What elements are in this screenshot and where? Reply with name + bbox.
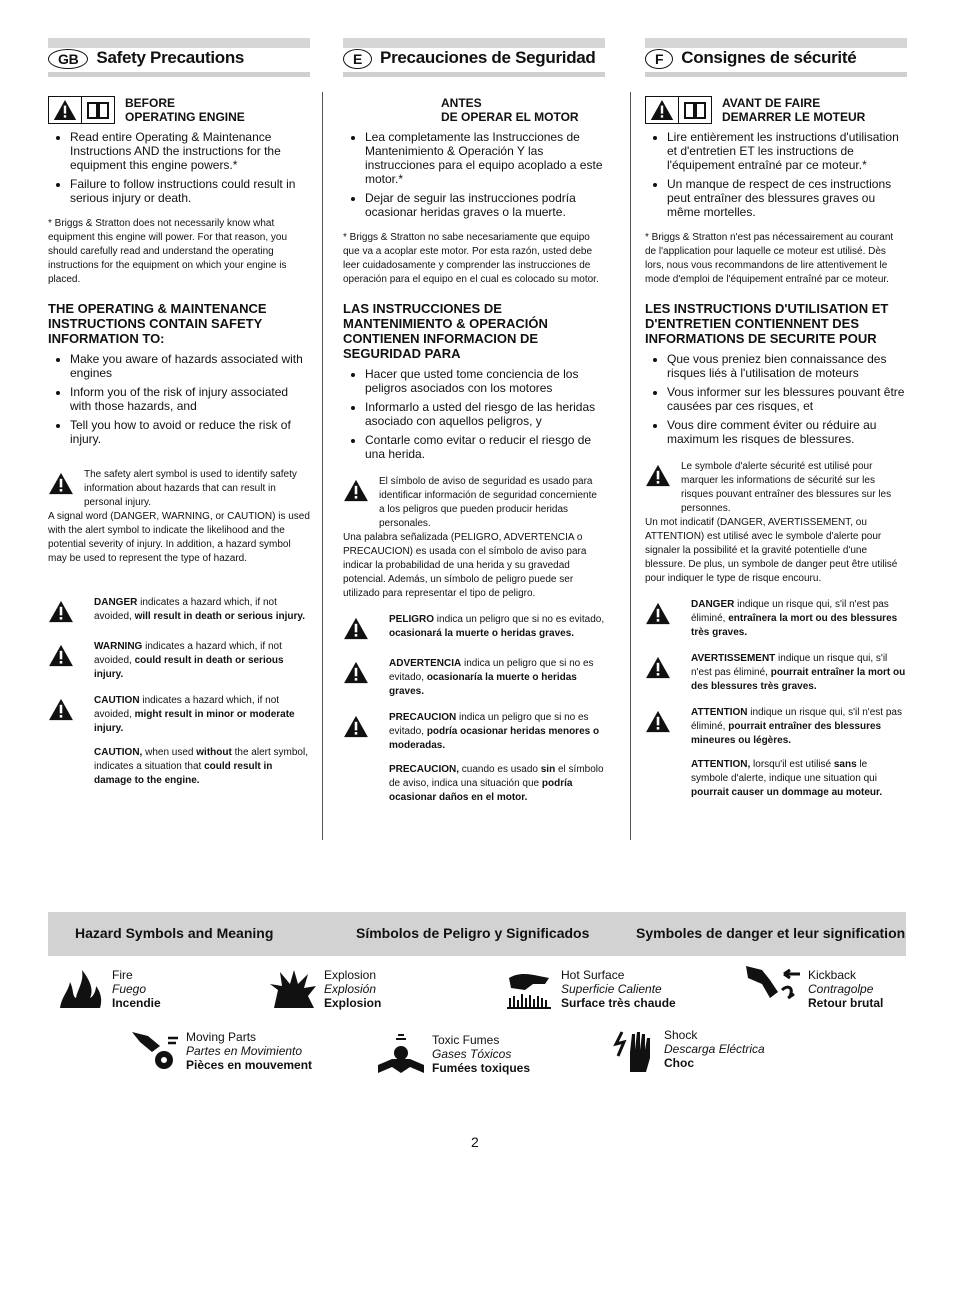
alert-triangle-icon bbox=[48, 694, 94, 736]
column-divider bbox=[322, 92, 323, 840]
alert-triangle-icon bbox=[645, 706, 691, 748]
list-item: • Lea completamente las Instrucciones de Mantenimiento & Operación Y las instrucciones para el equipo acoplado a este motor.* bbox=[365, 130, 605, 186]
danger-level: PELIGRO indica un peligro que si no es evitado, ocasionará la muerte o heridas graves. bbox=[343, 613, 605, 645]
alert-symbol-explanation: The safety alert symbol is used to identify safety information about hazards that can result in personal injury. bbox=[48, 468, 310, 510]
before-operating-block bbox=[441, 96, 605, 124]
alert-triangle-icon bbox=[343, 613, 389, 645]
hazard-fire: Fire Fuego Incendie bbox=[56, 968, 161, 1010]
language-badge: F bbox=[645, 49, 673, 69]
warning-manual-icon-box bbox=[645, 96, 712, 124]
list-item: • Make you aware of hazards associated with engines bbox=[70, 352, 310, 380]
bullet-list bbox=[48, 130, 310, 205]
subheading: AVANT DE FAIRE DEMARRER LE MOTEUR bbox=[722, 96, 866, 124]
alert-triangle-icon bbox=[343, 657, 389, 699]
alert-triangle-icon bbox=[48, 468, 84, 510]
caution-level: PRECAUCION indica un peligro que si no es evitado, podría ocasionar heridas menores o moderadas. bbox=[343, 711, 605, 753]
hazard-hot-surface: Hot Surface Superficie Caliente Surface très chaude bbox=[505, 968, 676, 1010]
toxic-fumes-icon bbox=[376, 1033, 426, 1075]
list-item: • Failure to follow instructions could result in serious injury or death. bbox=[70, 177, 310, 205]
hazard-kickback: Kickback Contragolpe Retour brutal bbox=[744, 962, 883, 1010]
manual-book-icon bbox=[81, 97, 114, 123]
alert-triangle-icon bbox=[48, 640, 94, 682]
hot-surface-icon bbox=[505, 968, 555, 1010]
section-header bbox=[48, 38, 310, 78]
manual-book-icon bbox=[678, 97, 711, 123]
before-operating-block bbox=[48, 96, 310, 124]
section-title: GB Safety Precautions bbox=[48, 48, 244, 69]
before-operating-block bbox=[645, 96, 907, 124]
bullet-list bbox=[48, 352, 310, 446]
caution-without-symbol: CAUTION, when used without the alert symbol, indicates a situation that could result in damage to the engine. bbox=[94, 747, 308, 786]
alert-triangle-icon bbox=[48, 596, 94, 628]
section-header bbox=[645, 38, 907, 78]
hazard-toxic-fumes: Toxic Fumes Gases Tóxicos Fumées toxiques bbox=[376, 1033, 530, 1075]
footnote: * Briggs & Stratton n'est pas nécessairement au courant de l'application pour laquelle ce moteur est utilisé. Dès lors, nous vous recommandons de lire attentivement le mode d'emploi de l'équipement entraîné par ce moteur. bbox=[645, 232, 894, 285]
spanish-column bbox=[343, 38, 605, 805]
caution-without-symbol: ATTENTION, lorsqu'il est utilisé sans le symbole d'alerte, indique une situation qui pourrait causer un dommage au moteur. bbox=[691, 759, 883, 798]
moving-parts-icon bbox=[130, 1030, 180, 1072]
list-item: • Contarle como evitar o reducir el riesgo de una herida. bbox=[365, 433, 605, 461]
signal-word-paragraph: A signal word (DANGER, WARNING, or CAUTION) is used with the alert symbol to indicate the likelihood and the potential severity of injury. In addition, a hazard symbol may be used to represent the type of hazard. bbox=[48, 511, 310, 564]
alert-triangle-icon bbox=[343, 711, 389, 753]
list-item: • Informarlo a usted del riesgo de las heridas asociado con aquellos peligros, y bbox=[365, 400, 605, 428]
list-item: • Inform you of the risk of injury associated with those hazards, and bbox=[70, 385, 310, 413]
alert-triangle-icon bbox=[645, 460, 681, 516]
bullet-list bbox=[343, 130, 605, 219]
list-item: • Read entire Operating & Maintenance Instructions AND the instructions for the equipment this engine powers.* bbox=[70, 130, 310, 172]
alert-symbol-explanation: Le symbole d'alerte sécurité est utilisé pour marquer les informations de sécurité sur les risques pouvant entraîner des blessures sur les personnes. bbox=[645, 460, 907, 516]
hazard-title-en: Hazard Symbols and Meaning bbox=[75, 925, 274, 941]
warning-manual-icon-box bbox=[48, 96, 115, 124]
list-item: • Tell you how to avoid or reduce the risk of injury. bbox=[70, 418, 310, 446]
explosion-icon bbox=[268, 968, 318, 1010]
page-number: 2 bbox=[471, 1134, 479, 1150]
caution-level: CAUTION indicates a hazard which, if not avoided, might result in minor or moderate injury. bbox=[48, 694, 310, 736]
hazard-explosion: Explosion Explosión Explosion bbox=[268, 968, 381, 1010]
shock-icon bbox=[612, 1028, 658, 1070]
fire-icon bbox=[56, 968, 106, 1010]
warning-level: AVERTISSEMENT indique un risque qui, s'il n'est pas éliminé, pourrait entraîner la mort ou des blessures très graves. bbox=[645, 652, 907, 694]
warning-level: WARNING indicates a hazard which, if not avoided, could result in death or serious injury. bbox=[48, 640, 310, 682]
hazard-moving-parts: Moving Parts Partes en Movimiento Pièces en mouvement bbox=[130, 1030, 312, 1072]
list-item: • Vous dire comment éviter ou réduire au maximum les risques de blessures. bbox=[667, 418, 907, 446]
list-item: • Un manque de respect de ces instructions peut entraîner des blessures graves ou même mortelles. bbox=[667, 177, 907, 219]
column-divider bbox=[630, 92, 631, 840]
section-heading: LES INSTRUCTIONS D'UTILISATION ET D'ENTRETIEN CONTIENNENT DES INFORMATIONS DE SECURITE POUR bbox=[645, 301, 889, 346]
signal-word-paragraph: Una palabra señalizada (PELIGRO, ADVERTENCIA o PRECAUCION) es usada con el símbolo de aviso para indicar la probabilidad de una herida y su gravedad potencial. Además, un símbolo de peligro puede ser utilizado para representar el tipo de peligro. bbox=[343, 532, 587, 599]
section-header bbox=[343, 38, 605, 78]
section-heading: THE OPERATING & MAINTENANCE INSTRUCTIONS CONTAIN SAFETY INFORMATION TO: bbox=[48, 301, 267, 346]
footnote: * Briggs & Stratton does not necessarily know what equipment this engine will power. For that reason, you should carefully read and understand the operating instructions for the equipment on which your engine is placed. bbox=[48, 218, 288, 285]
section-title: E Precauciones de Seguridad bbox=[343, 48, 596, 69]
hazard-title-fr: Symboles de danger et leur signification bbox=[636, 925, 906, 941]
list-item: • Hacer que usted tome conciencia de los peligros asociados con los motores bbox=[365, 367, 605, 395]
alert-triangle-icon bbox=[646, 97, 678, 123]
alert-symbol-explanation: El símbolo de aviso de seguridad es usado para identificar información de seguridad concerniente a los peligros que pueden producir heridas personales. bbox=[343, 475, 605, 531]
alert-triangle-icon bbox=[343, 475, 379, 531]
french-column bbox=[645, 38, 907, 800]
hazard-shock: Shock Descarga Eléctrica Choc bbox=[612, 1028, 765, 1070]
danger-level: DANGER indicates a hazard which, if not avoided, will result in death or serious injury. bbox=[48, 596, 310, 628]
caution-without-symbol: PRECAUCION, cuando es usado sin el símbolo de aviso, indica una situación que podría ocasionar daños en el motor. bbox=[389, 764, 604, 803]
bullet-list bbox=[343, 367, 605, 461]
list-item: • Que vous preniez bien connaissance des risques liés à l'utilisation de moteurs bbox=[667, 352, 907, 380]
section-heading: LAS INSTRUCCIONES DE MANTENIMIENTO & OPERACIÓN CONTIENEN INFORMACION DE SEGURIDAD PARA bbox=[343, 301, 548, 361]
kickback-icon bbox=[744, 962, 802, 1004]
section-title: F Consignes de sécurité bbox=[645, 48, 856, 69]
signal-word-paragraph: Un mot indicatif (DANGER, AVERTISSEMENT, ou ATTENTION) est utilisé avec le symbole d'alerte pour signaler la possibilité et la gravité potentielle d'une blessure. De plus, un symbole de danger peut être utilisé pour indiquer le type de risque encouru. bbox=[645, 517, 898, 584]
english-column bbox=[48, 38, 310, 788]
bullet-list bbox=[645, 130, 907, 219]
danger-level: DANGER indique un risque qui, s'il n'est pas éliminé, entraînera la mort ou des blessures très graves. bbox=[645, 598, 907, 640]
bullet-list bbox=[645, 352, 907, 446]
caution-level: ATTENTION indique un risque qui, s'il n'est pas éliminé, pourrait entraîner des blessures mineures ou légères. bbox=[645, 706, 907, 748]
subheading: ANTES DE OPERAR EL MOTOR bbox=[441, 96, 579, 124]
alert-triangle-icon bbox=[645, 598, 691, 640]
alert-triangle-icon bbox=[49, 97, 81, 123]
warning-level: ADVERTENCIA indica un peligro que si no es evitado, ocasionaría la muerte o heridas graves. bbox=[343, 657, 605, 699]
subheading: BEFORE OPERATING ENGINE bbox=[125, 96, 245, 124]
language-badge: E bbox=[343, 49, 372, 69]
hazard-title-es: Símbolos de Peligro y Significados bbox=[356, 925, 590, 941]
alert-triangle-icon bbox=[645, 652, 691, 694]
language-badge: GB bbox=[48, 49, 88, 69]
list-item: • Vous informer sur les blessures pouvant être causées par ces risques, et bbox=[667, 385, 907, 413]
list-item: • Dejar de seguir las instrucciones podría ocasionar heridas graves o la muerte. bbox=[365, 191, 605, 219]
footnote: * Briggs & Stratton no sabe necesariamente que equipo que va a acoplar este motor. Por esta razón, usted debe leer cuidadosamente y comprender las instrucciones de operación para el equipo en el cual es colocado su motor. bbox=[343, 232, 599, 285]
list-item: • Lire entièrement les instructions d'utilisation et d'entretien ET les instructions de l'équipement entraîné par ce moteur.* bbox=[667, 130, 907, 172]
